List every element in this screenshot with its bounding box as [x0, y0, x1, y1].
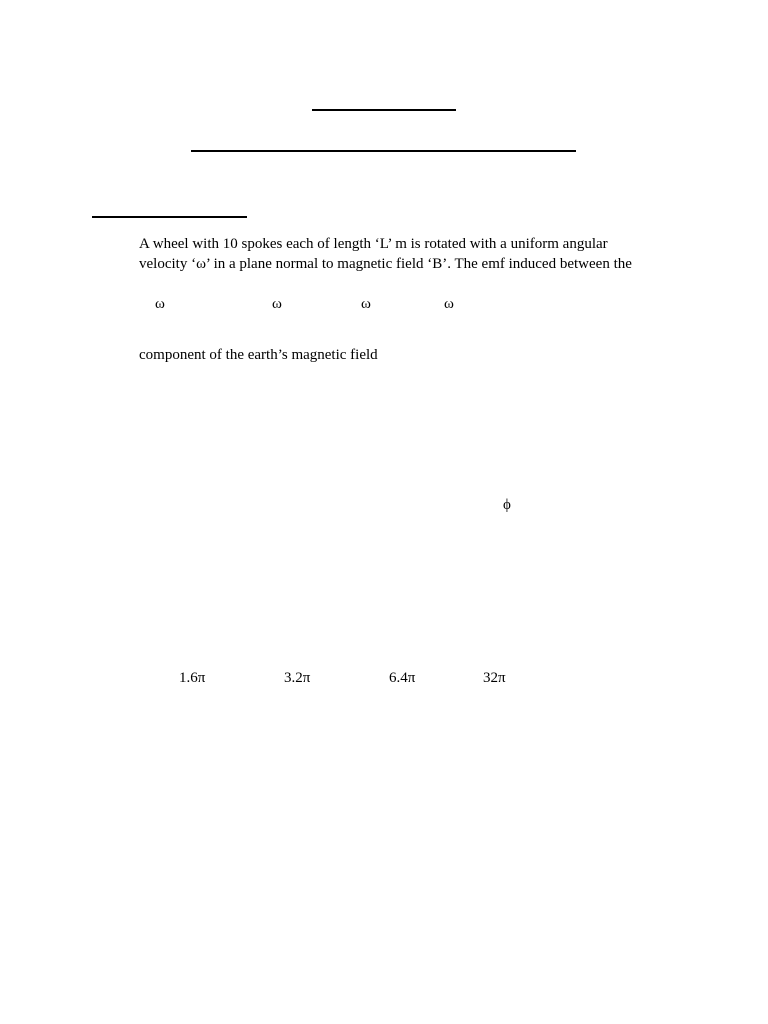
question-fragment: component of the earth’s magnetic field — [139, 347, 378, 363]
option-a-omega: ω — [155, 296, 165, 312]
section-heading-underline — [92, 216, 247, 218]
question-line-2: velocity ‘ω’ in a plane normal to magnetic field ‘B’. The emf induced between the — [139, 256, 632, 272]
phi-symbol: ϕ — [503, 497, 511, 513]
answer-c: 6.4π — [389, 670, 416, 686]
option-b-omega: ω — [272, 296, 282, 312]
option-d-omega: ω — [444, 296, 454, 312]
question-line-1: A wheel with 10 spokes each of length ‘L’ m is rotated with a uniform angular — [139, 236, 608, 252]
answer-d: 32π — [483, 670, 506, 686]
subtitle-underline — [191, 150, 576, 152]
answer-a: 1.6π — [179, 670, 206, 686]
answer-b: 3.2π — [284, 670, 311, 686]
option-c-omega: ω — [361, 296, 371, 312]
title-underline — [312, 109, 456, 111]
